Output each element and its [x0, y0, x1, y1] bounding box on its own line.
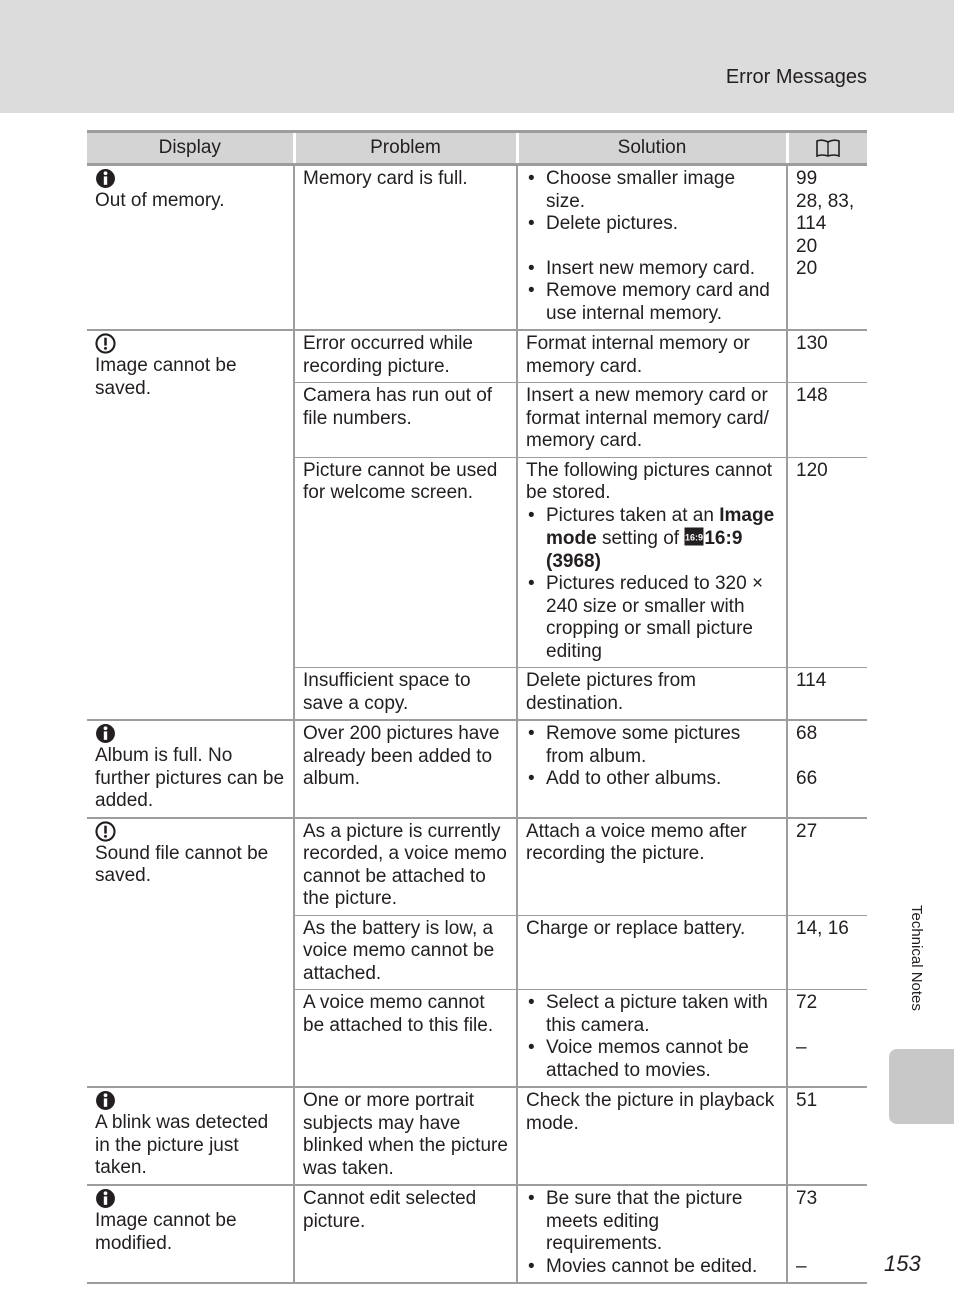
solution-cell	[517, 457, 787, 668]
solution-text: setting of	[596, 528, 685, 549]
display-message: Sound file cannot be saved.	[95, 842, 269, 886]
column-header-page-reference	[787, 132, 867, 165]
page-reference: 20	[796, 235, 818, 257]
solution-item: • Select a picture taken with this camera.	[526, 992, 779, 1037]
page-reference-cell: 148	[787, 383, 867, 458]
page-reference-cell: 114	[787, 668, 867, 721]
display-cell	[87, 818, 294, 1088]
solution-cell	[517, 165, 787, 331]
display-message: Image cannot be modified.	[95, 1210, 237, 1254]
image-mode-setting-name: Image mode	[546, 504, 775, 549]
problem-cell: Insufficient space to save a copy.	[294, 668, 517, 721]
page-reference: 66	[796, 767, 818, 789]
solution-item: • Delete pictures.	[526, 213, 779, 236]
column-header-display: Display	[87, 132, 294, 165]
page-reference-cell	[787, 990, 867, 1088]
display-cell	[87, 1087, 294, 1185]
display-message: A blink was detected in the picture just taken.	[95, 1112, 269, 1178]
solution-intro: The following pictures cannot be stored.	[526, 459, 773, 503]
solution-item	[526, 505, 779, 574]
problem-cell: As a picture is currently recorded, a voice memo cannot be attached to the picture.	[294, 818, 517, 916]
info-icon	[95, 168, 116, 189]
solution-cell: Attach a voice memo after recording the picture.	[517, 818, 787, 916]
solution-cell: Insert a new memory card or format internal memory card/ memory card.	[517, 383, 787, 458]
info-icon	[95, 723, 116, 744]
display-message: Album is full. No further pictures can be added.	[95, 745, 285, 811]
column-header-solution: Solution	[517, 132, 787, 165]
table-row	[87, 1185, 867, 1283]
page-reference-cell: 130	[787, 330, 867, 383]
16-9-image-mode-icon	[684, 527, 704, 546]
page-reference: 73	[796, 1188, 818, 1209]
svg-text:16:9: 16:9	[685, 532, 704, 543]
section-side-tab	[889, 1049, 954, 1124]
problem-cell: Cannot edit selected picture.	[294, 1185, 517, 1283]
book-reference-icon	[815, 138, 841, 158]
solution-cell	[517, 720, 787, 818]
display-message: Image cannot be saved.	[95, 355, 237, 399]
problem-cell: A voice memo cannot be attached to this file.	[294, 990, 517, 1088]
warning-icon	[95, 821, 116, 842]
table-row	[87, 1087, 867, 1185]
error-messages-table	[87, 130, 867, 1284]
solution-cell: Charge or replace battery.	[517, 915, 787, 990]
display-cell	[87, 1185, 294, 1283]
solution-item: • Insert new memory card.	[526, 258, 779, 281]
solution-cell	[517, 1185, 787, 1283]
page-reference-cell: 27	[787, 818, 867, 916]
column-header-problem: Problem	[294, 132, 517, 165]
display-cell	[87, 720, 294, 818]
page-reference: –	[796, 1255, 807, 1277]
page-reference: –	[796, 1036, 807, 1058]
table-row	[87, 330, 867, 383]
page-number: 153	[884, 1251, 921, 1276]
image-mode-setting-value: 16:9 (3968)	[546, 528, 743, 572]
header-band	[0, 0, 954, 113]
problem-cell: Picture cannot be used for welcome screen.	[294, 457, 517, 668]
solution-item: • Voice memos cannot be attached to movies.	[526, 1037, 779, 1082]
page-reference: 28, 83, 114	[796, 190, 855, 234]
page-reference-cell	[787, 1185, 867, 1283]
solution-item: • Pictures reduced to 320 × 240 size or smaller with cropping or small picture editing	[526, 573, 779, 663]
page-reference: 68	[796, 723, 818, 744]
problem-cell: Over 200 pictures have already been added to album.	[294, 720, 517, 818]
solution-item: • Remove memory card and use internal memory.	[526, 280, 779, 325]
solution-cell	[517, 990, 787, 1088]
solution-item: • Choose smaller image size.	[526, 168, 779, 213]
display-cell	[87, 330, 294, 720]
problem-cell: Camera has run out of file numbers.	[294, 383, 517, 458]
solution-item: • Be sure that the picture meets editing requirements.	[526, 1188, 779, 1256]
display-message: Out of memory.	[95, 190, 225, 211]
page-header-title: Error Messages	[725, 66, 867, 88]
page-reference-cell: 51	[787, 1087, 867, 1185]
page-reference-cell	[787, 165, 867, 331]
page-reference: 20	[796, 258, 818, 279]
info-icon	[95, 1090, 116, 1111]
table-row	[87, 165, 867, 331]
problem-cell: Error occurred while recording picture.	[294, 330, 517, 383]
page-reference: 99	[796, 168, 818, 189]
info-icon	[95, 1188, 116, 1209]
page-reference-cell	[787, 720, 867, 818]
solution-item: • Add to other albums.	[526, 768, 779, 791]
solution-cell: Format internal memory or memory card.	[517, 330, 787, 383]
page-reference-cell: 120	[787, 457, 867, 668]
table-row	[87, 720, 867, 818]
warning-icon	[95, 333, 116, 354]
section-label: Technical Notes	[908, 905, 925, 1011]
solution-cell: Check the picture in playback mode.	[517, 1087, 787, 1185]
problem-cell: Memory card is full.	[294, 165, 517, 331]
problem-cell: One or more portrait subjects may have blinked when the picture was taken.	[294, 1087, 517, 1185]
page-reference: 72	[796, 992, 818, 1013]
solution-item: • Movies cannot be edited.	[526, 1256, 779, 1279]
solution-cell: Delete pictures from destination.	[517, 668, 787, 721]
table-row	[87, 818, 867, 916]
page-reference-cell: 14, 16	[787, 915, 867, 990]
problem-cell: As the battery is low, a voice memo cannot be attached.	[294, 915, 517, 990]
solution-item: • Remove some pictures from album.	[526, 723, 779, 768]
table-header-row	[87, 132, 867, 165]
display-cell	[87, 165, 294, 331]
solution-text: Pictures taken at an	[546, 504, 720, 526]
